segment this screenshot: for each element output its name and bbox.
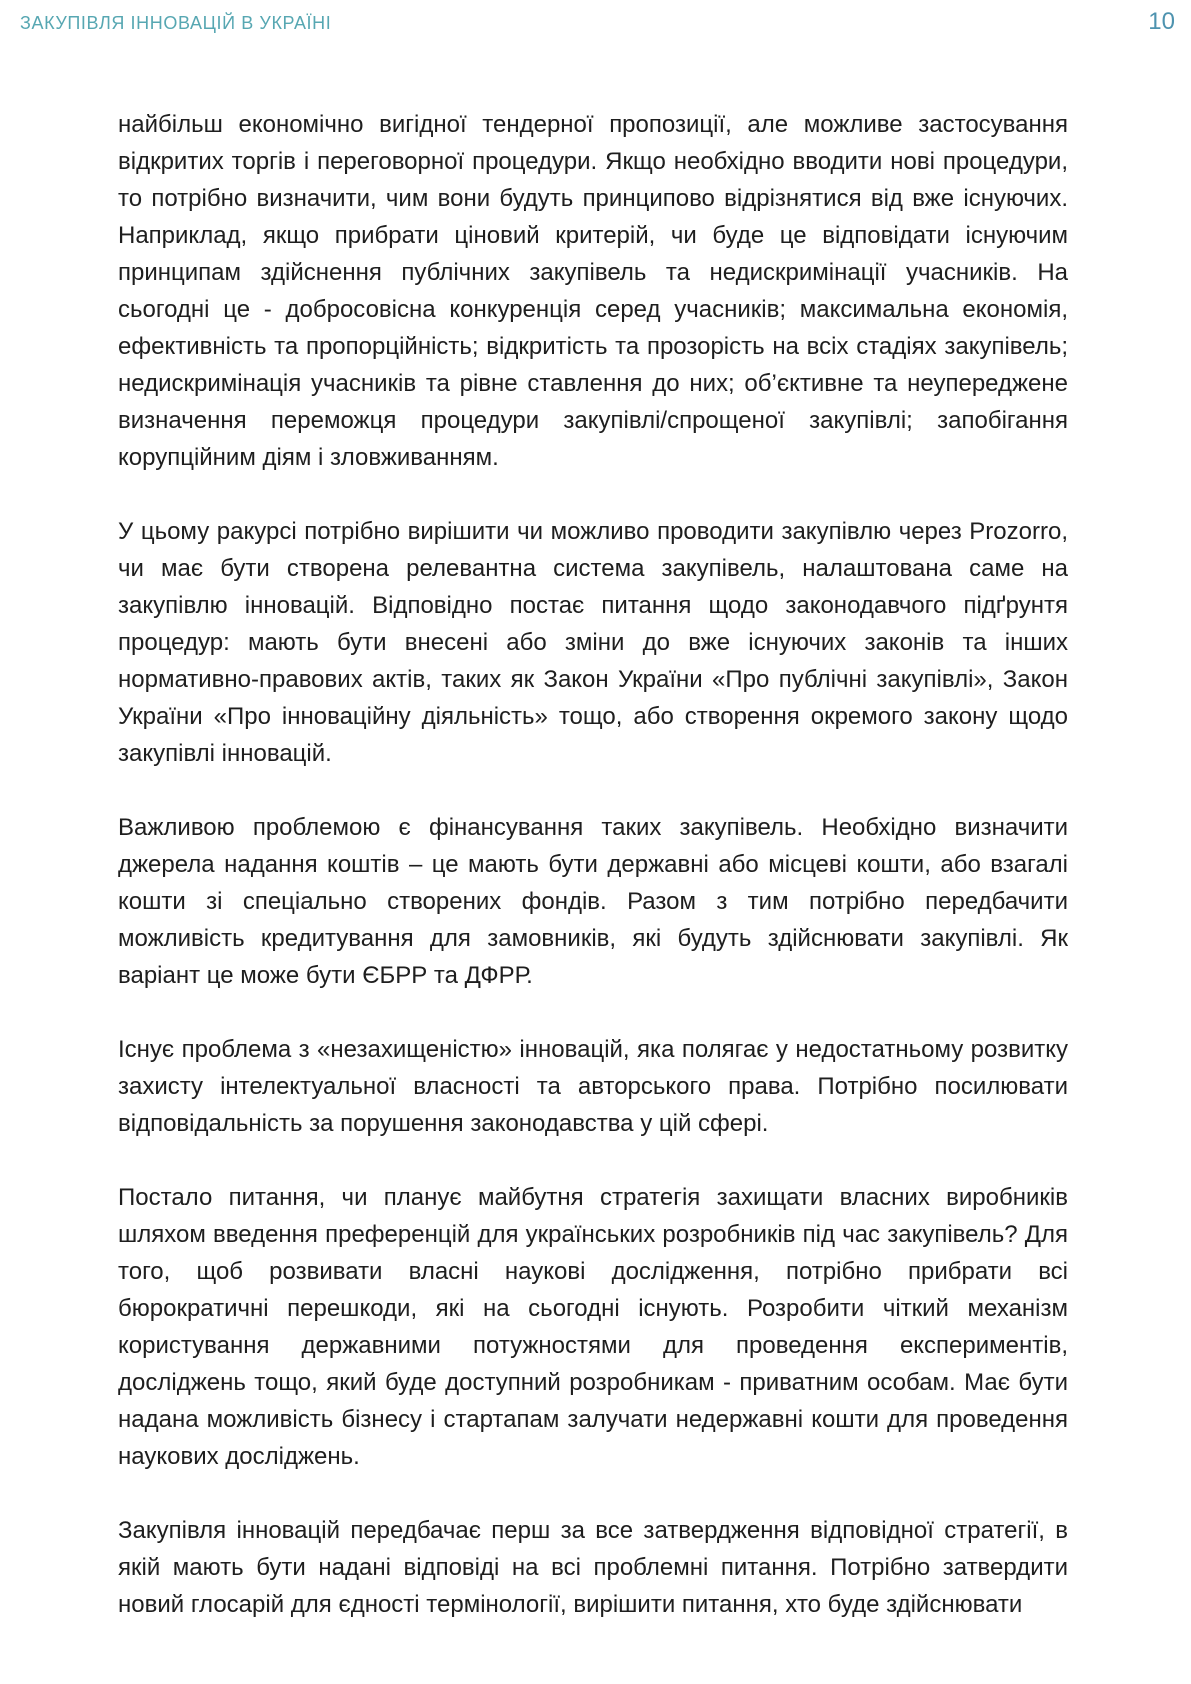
paragraph-5: Постало питання, чи планує майбутня стратегія захищати власних виробників шляхом введення преференцій для українських розробників під час закупівель? Для того, щоб розвивати власні наукові дослідження, потрібно прибрати всі бюрократичні перешкоди, які на сьогодні існують. Розробити чіткий механізм користування державними потужностями для проведення експериментів, досліджень тощо, який буде доступний розробникам - приватним особам. Має бути надана можливість бізнесу і стартапам залучати недержавні кошти для проведення наукових досліджень. — [118, 1184, 1068, 1470]
page-header — [20, 8, 1175, 36]
paragraph-3: Важливою проблемою є фінансування таких закупівель. Необхідно визначити джерела надання коштів – це мають бути державні або місцеві кошти, або взагалі кошти зі спеціально створених фондів. Разом з тим потрібно передбачити можливість кредитування для замовників, які будуть здійснювати закупівлі. Як варіант це може бути ЄБРР та ДФРР. — [118, 814, 1068, 989]
paragraph-6: Закупівля інновацій передбачає перш за все затвердження відповідної стратегії, в якій мають бути надані відповіді на всі проблемні питання. Потрібно затвердити новий глосарій для єдності термінології, вирішити питання, хто буде здійснювати — [118, 1517, 1068, 1618]
paragraph-2: У цьому ракурсі потрібно вирішити чи можливо проводити закупівлю через Prozorro, чи має бути створена релевантна система закупівель, налаштована саме на закупівлю інновацій. Відповідно постає питання щодо законодавчого підґрунтя процедур: мають бути внесені або зміни до вже існуючих законів та інших нормативно-правових актів, таких як Закон України «Про публічні закупівлі», Закон України «Про інноваційну діяльність» тощо, або створення окремого закону щодо закупівлі інновацій. — [118, 518, 1068, 767]
paragraph-4: Існує проблема з «незахищеністю» інновацій, яка полягає у недостатньому розвитку захисту інтелектуальної власності та авторського права. Потрібно посилювати відповідальність за порушення законодавства у цій сфері. — [118, 1036, 1068, 1137]
page-number: 10 — [1148, 8, 1175, 35]
paragraph-1: найбільш економічно вигідної тендерної пропозиції, але можливе застосування відкритих торгів і переговорної процедури. Якщо необхідно вводити нові процедури, то потрібно визначити, чим вони будуть принципово відрізнятися від вже існуючих. Наприклад, якщо прибрати ціновий критерій, чи буде це відповідати існуючим принципам здійснення публічних закупівель та недискримінації учасників. На сьогодні це - добросовісна конкуренція серед учасників; максимальна економія, ефективність та пропорційність; відкритість та прозорість на всіх стадіях закупівель; недискримінація учасників та рівне ставлення до них; об’єктивне та неупереджене визначення переможця процедури закупівлі/спрощеної закупівлі; запобігання корупційним діям і зловживанням. — [118, 111, 1068, 471]
header-title: ЗАКУПІВЛЯ ІННОВАЦІЙ В УКРАЇНІ — [20, 13, 332, 33]
document-body — [118, 106, 1068, 1623]
